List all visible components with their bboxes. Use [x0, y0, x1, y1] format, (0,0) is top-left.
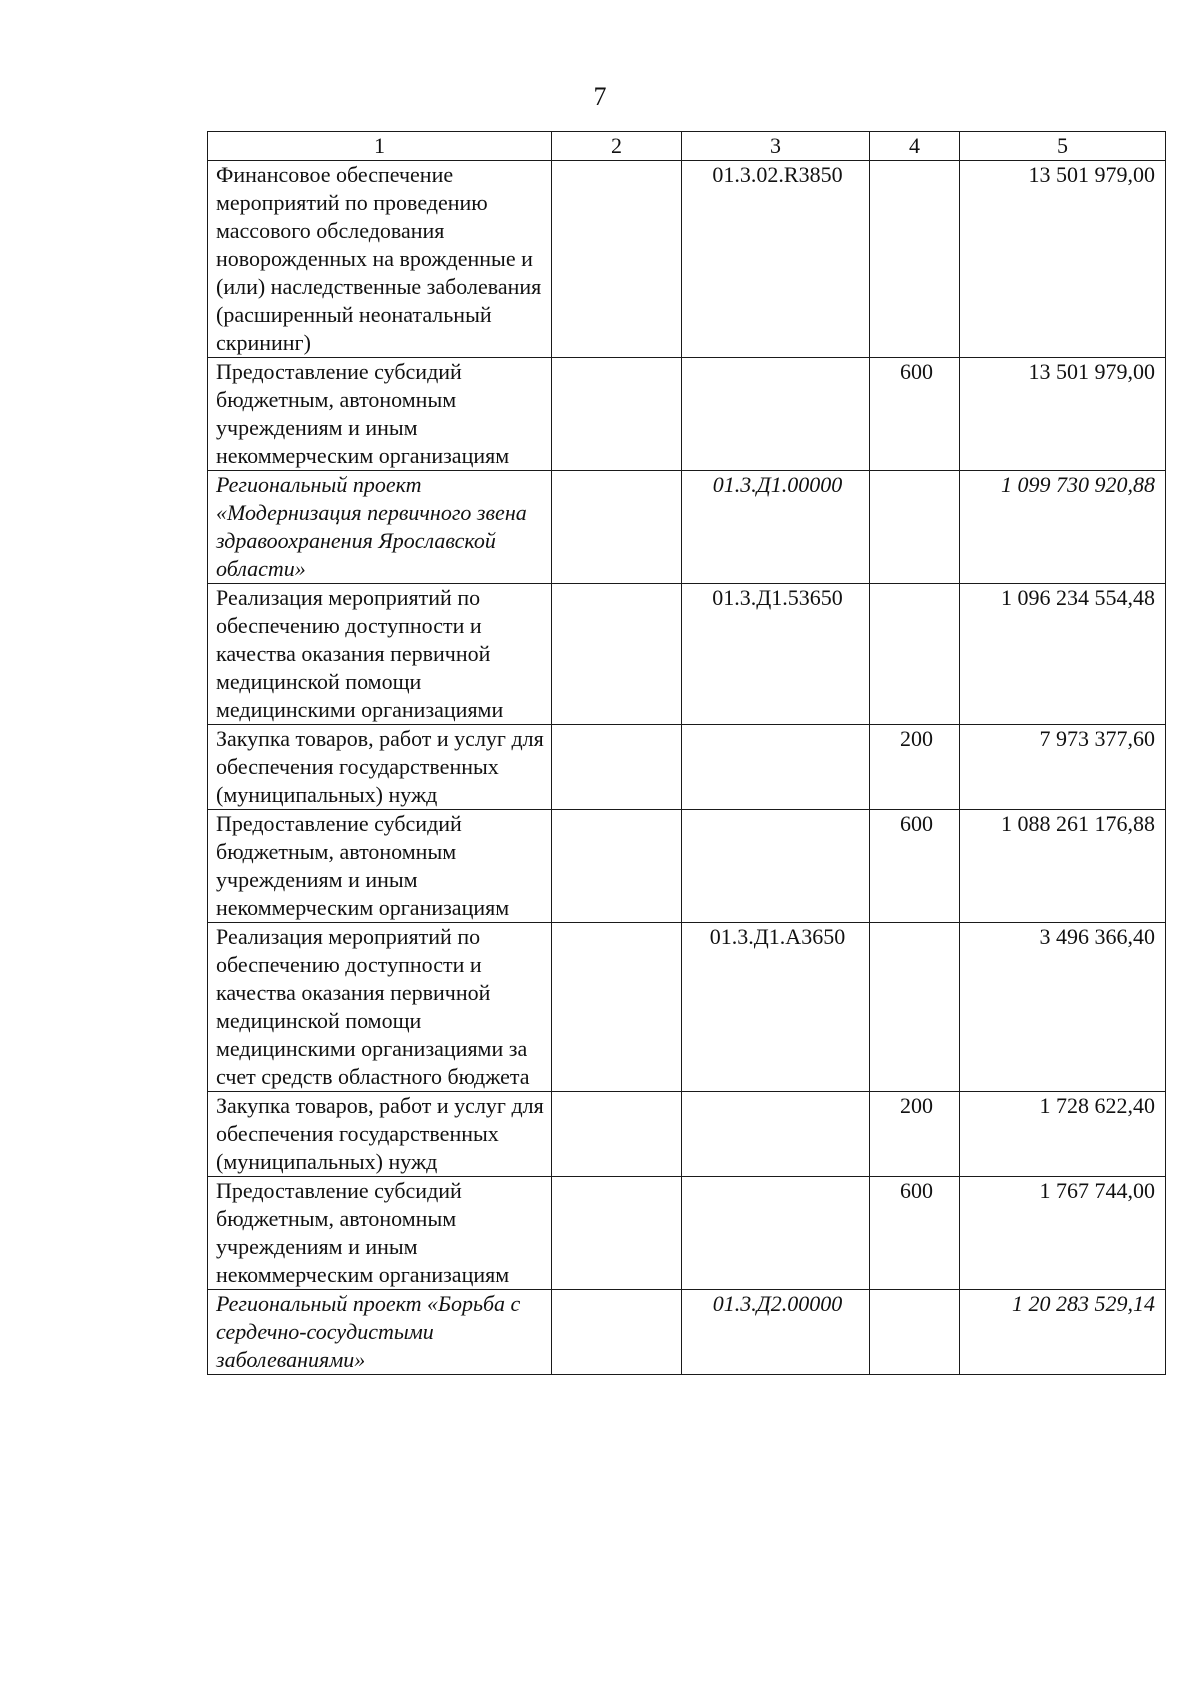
row-code — [682, 810, 870, 923]
row-name: Региональный проект «Модернизация первичного звена здравоохранения Ярославской области» — [208, 471, 552, 584]
row-col2 — [552, 584, 682, 725]
row-code: 01.3.02.R3850 — [682, 161, 870, 358]
row-type — [870, 1290, 960, 1375]
row-name: Предоставление субсидий бюджетным, автономным учреждениям и иным некоммерческим организациям — [208, 810, 552, 923]
row-sum: 7 973 377,60 — [960, 725, 1166, 810]
row-type — [870, 584, 960, 725]
row-name: Предоставление субсидий бюджетным, автономным учреждениям и иным некоммерческим организациям — [208, 1177, 552, 1290]
row-col2 — [552, 810, 682, 923]
row-sum: 13 501 979,00 — [960, 358, 1166, 471]
table-row — [208, 471, 1166, 584]
header-col-2: 2 — [552, 132, 682, 161]
row-code: 01.3.Д1.00000 — [682, 471, 870, 584]
table-row — [208, 1092, 1166, 1177]
row-type — [870, 923, 960, 1092]
row-code: 01.3.Д2.00000 — [682, 1290, 870, 1375]
row-type: 200 — [870, 1092, 960, 1177]
row-code — [682, 725, 870, 810]
header-col-1: 1 — [208, 132, 552, 161]
row-name: Региональный проект «Борьба с сердечно-сосудистыми заболеваниями» — [208, 1290, 552, 1375]
budget-table — [207, 131, 1166, 1375]
row-col2 — [552, 1092, 682, 1177]
row-col2 — [552, 923, 682, 1092]
row-sum: 1 728 622,40 — [960, 1092, 1166, 1177]
row-type — [870, 161, 960, 358]
table-row — [208, 358, 1166, 471]
row-sum: 1 096 234 554,48 — [960, 584, 1166, 725]
table-row — [208, 1290, 1166, 1375]
row-code: 01.3.Д1.53650 — [682, 584, 870, 725]
table-row — [208, 1177, 1166, 1290]
row-col2 — [552, 1177, 682, 1290]
row-type: 200 — [870, 725, 960, 810]
row-name: Закупка товаров, работ и услуг для обеспечения государственных (муниципальных) нужд — [208, 725, 552, 810]
table-body — [208, 161, 1166, 1375]
row-col2 — [552, 358, 682, 471]
row-type — [870, 471, 960, 584]
header-row — [208, 132, 1166, 161]
row-sum: 13 501 979,00 — [960, 161, 1166, 358]
header-col-5: 5 — [960, 132, 1166, 161]
row-type: 600 — [870, 1177, 960, 1290]
row-sum: 1 099 730 920,88 — [960, 471, 1166, 584]
row-name: Реализация мероприятий по обеспечению доступности и качества оказания первичной медицинской помощи медицинскими организациями — [208, 584, 552, 725]
row-name: Реализация мероприятий по обеспечению доступности и качества оказания первичной медицинской помощи медицинскими организациями за счет средств областного бюджета — [208, 923, 552, 1092]
table-row — [208, 584, 1166, 725]
row-name: Предоставление субсидий бюджетным, автономным учреждениям и иным некоммерческим организациям — [208, 358, 552, 471]
row-name: Закупка товаров, работ и услуг для обеспечения государственных (муниципальных) нужд — [208, 1092, 552, 1177]
header-col-3: 3 — [682, 132, 870, 161]
row-code — [682, 1177, 870, 1290]
row-sum: 1 20 283 529,14 — [960, 1290, 1166, 1375]
row-col2 — [552, 471, 682, 584]
row-type: 600 — [870, 810, 960, 923]
row-code — [682, 358, 870, 471]
row-col2 — [552, 161, 682, 358]
row-sum: 1 767 744,00 — [960, 1177, 1166, 1290]
row-code: 01.3.Д1.А3650 — [682, 923, 870, 1092]
row-sum: 3 496 366,40 — [960, 923, 1166, 1092]
table-row — [208, 810, 1166, 923]
row-col2 — [552, 1290, 682, 1375]
row-type: 600 — [870, 358, 960, 471]
row-code — [682, 1092, 870, 1177]
table-row — [208, 725, 1166, 810]
header-col-4: 4 — [870, 132, 960, 161]
table-row — [208, 923, 1166, 1092]
row-col2 — [552, 725, 682, 810]
row-sum: 1 088 261 176,88 — [960, 810, 1166, 923]
row-name: Финансовое обеспечение мероприятий по проведению массового обследования новорожденных на врожденные и (или) наследственные заболевания (расширенный неонатальный скрининг) — [208, 161, 552, 358]
table-row — [208, 161, 1166, 358]
page-number: 7 — [593, 82, 607, 111]
